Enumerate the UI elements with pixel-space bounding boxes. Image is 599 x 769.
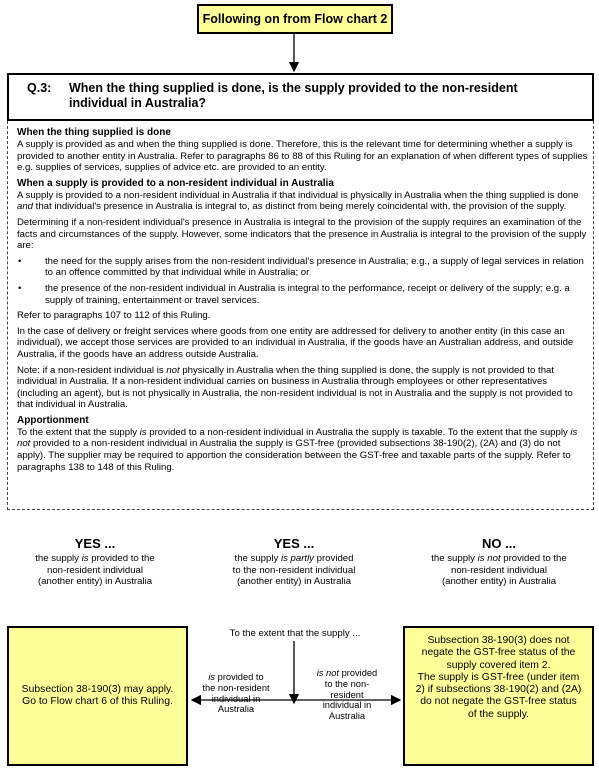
para-provided-to: A supply is provided to a non-resident individual in Australia if that individual is physically in Australia when the thing supplied is done and that individual's presence in Australia is integral to, as distinct from being merely coincidental with, the provision of the supply. (17, 189, 579, 213)
answer-yes-title: YES ... (74, 536, 116, 551)
answer-partly-title: YES ... (273, 536, 315, 551)
answer-partly (199, 536, 389, 588)
outcome-may-apply-box (7, 626, 188, 766)
answer-no (400, 536, 598, 588)
answer-no-title: NO ... (482, 536, 516, 551)
guidance-panel (7, 121, 594, 510)
left-box-line1: Subsection 38-190(3) may apply. (21, 683, 174, 695)
answer-partly-desc: the supply is partly provided to the non-resident individual (another entity) in Australia (232, 553, 356, 587)
question-text: When the thing supplied is done, is the supply provided to the non-resident individual in Australia? (69, 81, 518, 110)
outcome-gst-free-box (403, 626, 594, 766)
para-refer: Refer to paragraphs 107 to 112 of this Ruling. (17, 310, 211, 322)
start-box (197, 4, 393, 34)
answer-yes (0, 536, 190, 588)
answer-yes-desc: the supply is provided to the non-resident individual (another entity) in Australia (35, 553, 155, 587)
answer-no-desc: the supply is not provided to the non-resident individual (another entity) in Australia (431, 553, 567, 587)
is-not-provided-label: is not provided to the non- resident individual in Australia (316, 668, 378, 722)
question-box (7, 73, 594, 121)
para-when-done: A supply is provided as and when the thing supplied is done. Therefore, this is the relevant time for determining whether a supply is provided to another entity in Australia. Refer to paragraphs 86 to 88 of this Ruling for an explanation of when different types of supplies e.g. supplies of services, supplies of advice etc. are provided to an entity. (17, 139, 588, 174)
bullet-item: • the need for the supply arises from the non-resident individual's presence in Australia; e.g., a supply of legal services in relation to an offence committed by that individual while in Australia; or (18, 255, 584, 279)
heading-provided-to: When a supply is provided to a non-resident individual in Australia (17, 177, 334, 189)
para-delivery: In the case of delivery or freight services where goods from one entity are addressed for delivery to another entity (in this case an individual), we accept those services are provided to an individual in Australia, if the goods have an Australian address, and outside Australia, if the goods have an address outside Australia. (17, 325, 574, 360)
is-provided-label: is provided to the non-resident individual in Australia (202, 672, 270, 715)
para-integral: Determining if a non-resident individual's presence in Australia is integral to the provision of the supply requires an examination of the facts and circumstances of the supply. However, some indicators that the presence in Australia is integral to the provision of the supply are: (17, 216, 587, 252)
right-box-line2: The supply is GST-free (under item 2) if subsections 38-190(2) and (2A) do not negate the GST-free status of the supply. (415, 671, 582, 720)
para-apportionment: To the extent that the supply is provided to a non-resident individual in Australia the supply is taxable. To the extent that the supply is not provided to a non-resident individual in Australia the supply is GST-free (provided subsections 38-190(2), (2A) and (3) do not apply). The supplier may be required to apportion the consideration between the GST-free and taxable parts of the supply. Refer to paragraphs 138 to 148 of this Ruling. (17, 426, 578, 473)
bullet-item: • the presence of the non-resident individual in Australia is integral to the performance, receipt or delivery of the supply; e.g. a supply of training, entertainment or travel services. (18, 282, 570, 306)
right-box-line1: Subsection 38-190(3) does not negate the GST-free status of the supply covered item 2. (421, 635, 576, 671)
extent-label: To the extent that the supply ... (200, 628, 390, 639)
heading-when-done: When the thing supplied is done (17, 127, 171, 138)
question-label: Q.3: (27, 81, 52, 95)
start-box-label: Following on from Flow chart 2 (202, 12, 388, 26)
guidance-content (17, 127, 589, 505)
heading-apportionment: Apportionment (17, 414, 89, 426)
para-note: Note: if a non-resident individual is not physically in Australia when the thing supplied is done, the supply is not provided to that individual in Australia. If a non-resident individual carries on business in Australia through employees or other representatives (including an agent), but is not physically in Australia, the non-resident individual is not in Australia and the supply is not provided to that individual in Australia. (17, 364, 573, 411)
left-box-line2: Go to Flow chart 6 of this Ruling. (22, 696, 173, 707)
